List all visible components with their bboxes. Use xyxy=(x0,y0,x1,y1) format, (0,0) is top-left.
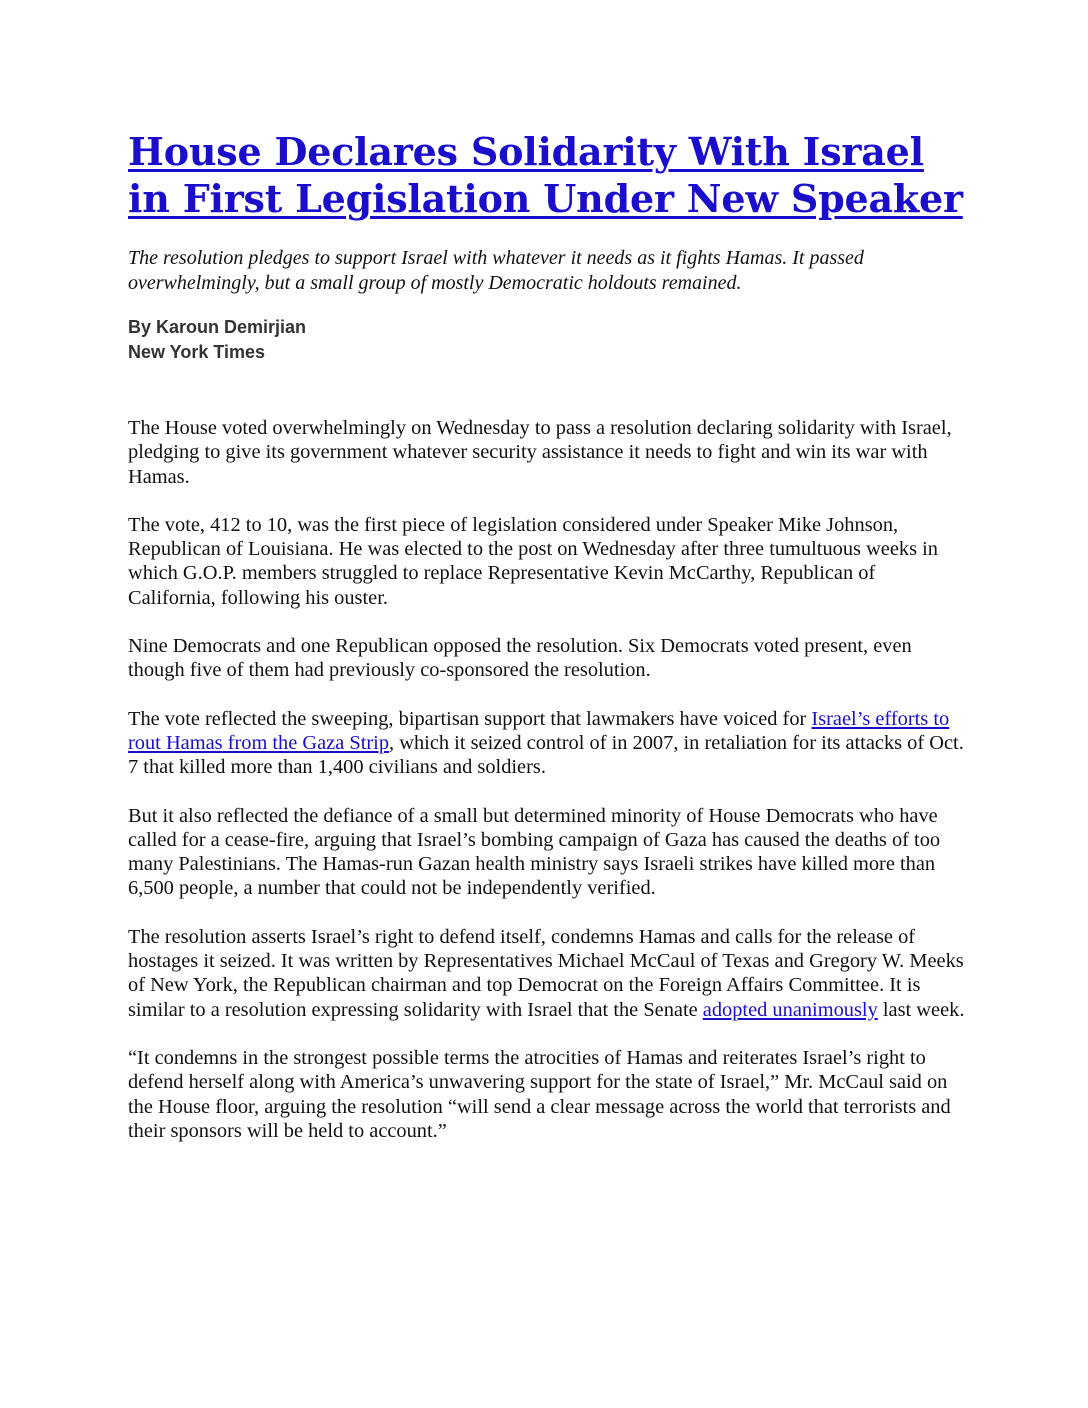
paragraph: “It condemns in the strongest possible terms the atrocities of Hamas and reiterates Israel’s right to defend herself along with America’s unwavering support for the state of Israel,” Mr. McCaul said on the House floor, arguing the resolution “will send a clear message across the world that terrorists and their sponsors will be held to account.” xyxy=(128,1046,951,1142)
paragraph xyxy=(128,925,968,1022)
byline-publication: New York Times xyxy=(128,342,266,362)
headline-link[interactable]: House Declares Solidarity With Israel in First Legislation Under New Speaker xyxy=(128,129,963,221)
paragraph-text: last week. xyxy=(877,998,965,1021)
article-body xyxy=(128,416,968,1143)
article-dek: The resolution pledges to support Israel with whatever it needs as it fights Hamas. It passed overwhelmingly, but a small group of mostly Democratic holdouts remained. xyxy=(128,247,864,294)
paragraph: The House voted overwhelmingly on Wednesday to pass a resolution declaring solidarity with Israel, pledging to give its government whatever security assistance it needs to fight and win its war with Hamas. xyxy=(128,417,952,488)
byline-author: By Karoun Demirjian xyxy=(128,317,307,337)
paragraph: The vote, 412 to 10, was the first piece of legislation considered under Speaker Mike Johnson, Republican of Louisiana. He was elected to the post on Wednesday after three tumultuous weeks in which G.O.P. members struggled to replace Representative Kevin McCarthy, Republican of California, following his ouster. xyxy=(128,513,938,609)
paragraph xyxy=(128,707,968,780)
gaza-strip-link[interactable]: Israel’s efforts to rout Hamas from the Gaza Strip xyxy=(128,707,950,754)
article-headline xyxy=(128,128,968,222)
adopted-unanimously-link[interactable]: adopted unanimously xyxy=(702,998,878,1021)
article-page xyxy=(128,128,968,1167)
paragraph: Nine Democrats and one Republican opposed the resolution. Six Democrats voted present, even though five of them had previously co-sponsored the resolution. xyxy=(128,635,912,682)
paragraph-text: , which it seized control of in 2007, in retaliation for its attacks of Oct. 7 that killed more than 1,400 civilians and soldiers. xyxy=(128,731,964,779)
paragraph-text: The resolution asserts Israel’s right to defend itself, condemns Hamas and calls for the release of hostages it seized. It was written by Representatives Michael McCaul of Texas and Gregory W. Meeks of New York, the Republican chairman and top Democrat on the Foreign Affairs Committee. It is similar to a resolution expressing solidarity with Israel that the Senate xyxy=(128,925,964,1021)
paragraph: But it also reflected the defiance of a small but determined minority of House Democrats who have called for a cease-fire, arguing that Israel’s bombing campaign of Gaza has caused the deaths of too many Palestinians. The Hamas-run Gazan health ministry says Israeli strikes have killed more than 6,500 people, a number that could not be independently verified. xyxy=(128,804,941,900)
byline xyxy=(128,315,968,365)
paragraph-text: The vote reflected the sweeping, bipartisan support that lawmakers have voiced for xyxy=(128,707,812,730)
